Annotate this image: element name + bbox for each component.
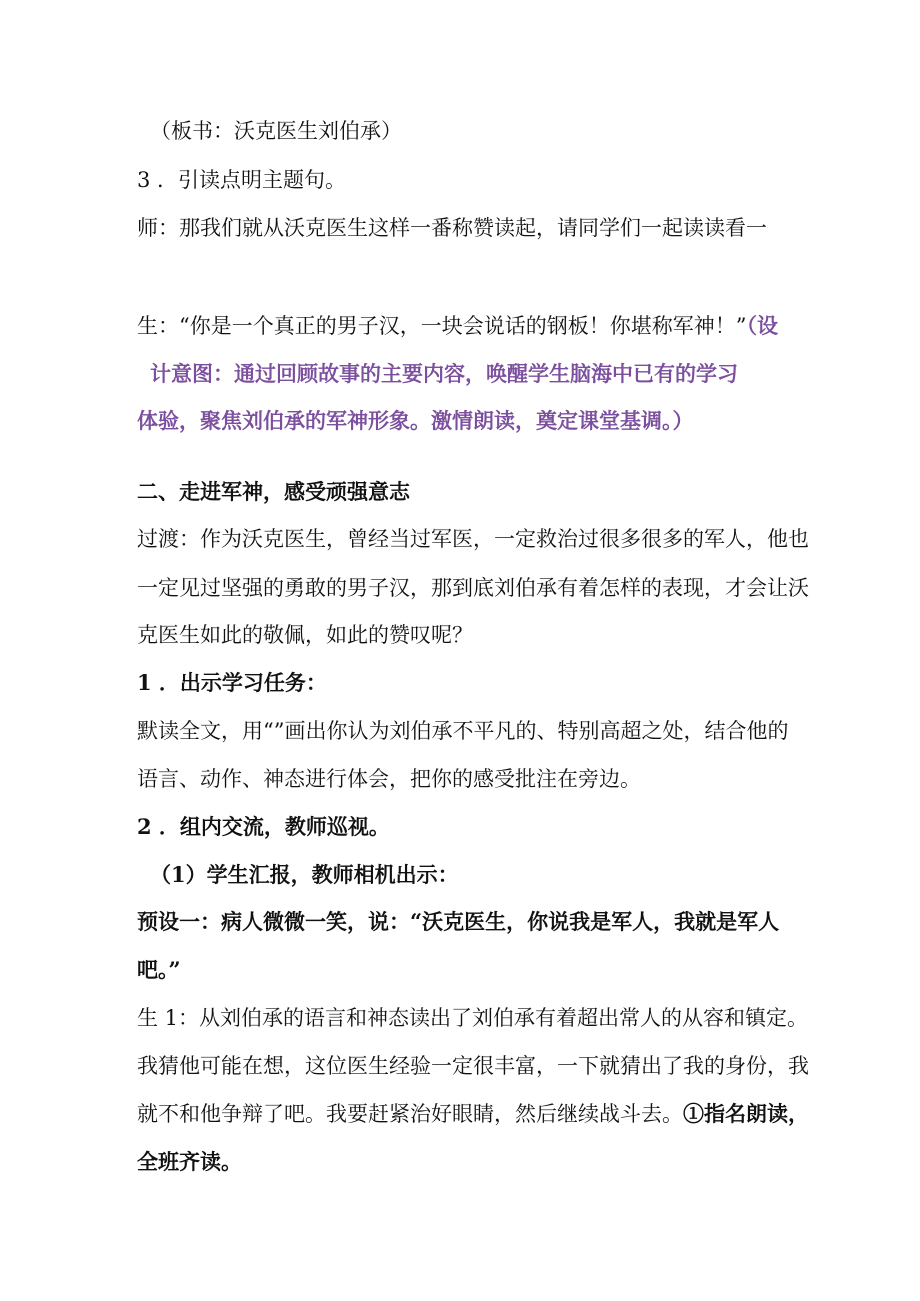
report-subheading bbox=[150, 860, 459, 890]
text-segment: 吧。” bbox=[137, 957, 181, 982]
student-quote-line bbox=[137, 311, 778, 341]
design-intent-line-3 bbox=[137, 406, 694, 436]
student-1-line-4 bbox=[137, 1147, 242, 1177]
text-segment: （1）学生汇报，教师相机出示： bbox=[150, 862, 459, 887]
preset-one-line-2 bbox=[137, 955, 181, 985]
student-1-line-2 bbox=[137, 1051, 809, 1081]
text-segment: 计意图：通过回顾故事的主要内容，唤醒学生脑海中已有的学习 bbox=[150, 361, 738, 386]
transition-line-2 bbox=[137, 573, 809, 603]
section-heading bbox=[137, 477, 410, 507]
transition-line-3 bbox=[137, 620, 473, 650]
text-segment: 就不和他争辩了吧。我要赶紧治好眼睛，然后继续战斗去。 bbox=[137, 1102, 683, 1126]
design-intent-segment: （设 bbox=[746, 313, 778, 338]
teacher-line bbox=[137, 213, 767, 243]
transition-line-1 bbox=[137, 524, 809, 554]
text-segment: 体验，聚焦刘伯承的军神形象。激情朗读，奠定课堂基调。） bbox=[137, 408, 694, 433]
preset-one-line-1 bbox=[137, 907, 779, 937]
text-segment: 过渡：作为沃克医生，曾经当过军医，一定救治过很多很多的军人，他也 bbox=[137, 527, 809, 551]
text-segment: 二、走进军神，感受顽强意志 bbox=[137, 479, 410, 504]
text-segment: 1 ．出示学习任务： bbox=[137, 670, 327, 695]
text-segment: 生：“你是一个真正的男子汉，一块会说话的钢板！你堪称军神！” bbox=[137, 314, 747, 338]
text-segment: 生 1：从刘伯承的语言和神态读出了刘伯承有着超出常人的从容和镇定。 bbox=[137, 1006, 809, 1030]
text-segment: 全班齐读。 bbox=[137, 1149, 242, 1174]
student-1-line-3 bbox=[137, 1099, 809, 1129]
board-note-line bbox=[150, 116, 402, 146]
text-segment: 一定见过坚强的勇敢的男子汉，那到底刘伯承有着怎样的表现，才会让沃 bbox=[137, 576, 809, 600]
task-heading bbox=[137, 668, 327, 698]
student-1-line-1 bbox=[137, 1003, 808, 1033]
text-segment: 2 ．组内交流，教师巡视。 bbox=[137, 814, 390, 839]
text-segment: （板书：沃克医生刘伯承） bbox=[150, 119, 402, 143]
text-segment: 预设一：病人微微一笑，说：“沃克医生，你说我是军人，我就是军人 bbox=[137, 909, 780, 934]
design-intent-line-2 bbox=[150, 359, 738, 389]
task-line-2 bbox=[137, 764, 641, 794]
text-segment: 我猜他可能在想，这位医生经验一定很丰富，一下就猜出了我的身份，我 bbox=[137, 1054, 809, 1078]
step-3-line bbox=[137, 165, 346, 195]
text-segment: 师：那我们就从沃克医生这样一番称赞读起，请同学们一起读读看一 bbox=[137, 216, 767, 240]
task-line-1 bbox=[137, 716, 788, 746]
text-segment: 克医生如此的敬佩，如此的赞叹呢？ bbox=[137, 623, 473, 647]
text-segment: 语言、动作、神态进行体会，把你的感受批注在旁边。 bbox=[137, 767, 641, 791]
reading-instruction-segment: ①指名朗读， bbox=[683, 1101, 809, 1126]
text-segment: 3 ．引读点明主题句。 bbox=[137, 168, 347, 192]
group-exchange-heading bbox=[137, 812, 390, 842]
text-segment: 默读全文，用“”画出你认为刘伯承不平凡的、特别高超之处，结合他的 bbox=[137, 719, 789, 743]
